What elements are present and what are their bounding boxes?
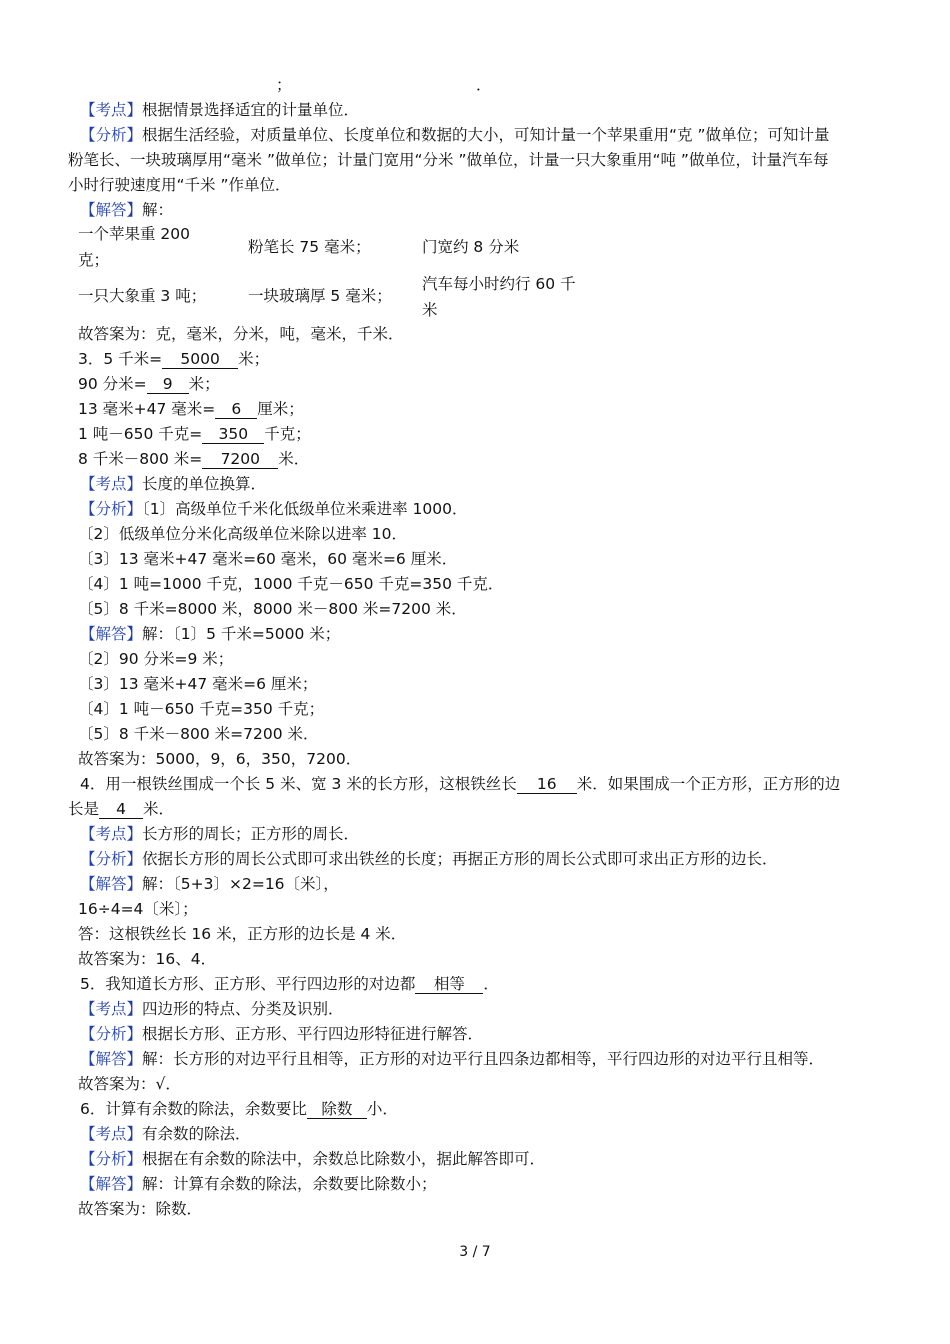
kaodian-line <box>80 99 359 121</box>
question-3-line-2: 90 分米= 9 米； <box>78 375 220 393</box>
answer-blank: 5000 <box>162 350 238 369</box>
jieda-line-2: 16÷4=4〔米〕； <box>78 900 198 918</box>
fenxi-text: 根据生活经验，对质量单位、长度单位和数据的大小，可知计量一个苹果重用“克 ”做单位；可知计量 <box>142 126 830 144</box>
fenxi-line-2: 〔2〕低级单位分米化高级单位米除以进率 10． <box>78 525 408 543</box>
fenxi-line: 【分析】根据长方形、正方形、平行四边形特征进行解答． <box>80 1025 484 1043</box>
kaodian-line: 【考点】长方形的周长；正方形的周长． <box>80 825 360 843</box>
kaodian-line: 【考点】有余数的除法． <box>80 1125 251 1143</box>
jieda-line-3: 答：这根铁丝长 16 米，正方形的边长是 4 米． <box>78 925 407 943</box>
table-cell: 粉笔长 75 毫米； <box>248 238 371 256</box>
jieda-line-4: 〔4〕1 吨－650 千克=350 千克； <box>78 700 325 718</box>
question-6-line-1: 6．计算有余数的除法，余数要比 除数 小． <box>80 1100 398 1118</box>
fenxi-line-5: 〔5〕8 千米=8000 米，8000 米－800 米=7200 米． <box>78 600 467 618</box>
jieda-line-5: 〔5〕8 千米－800 米=7200 米． <box>78 725 319 743</box>
jieda-text: 解： <box>142 201 174 219</box>
table-cell: 门宽约 8 分米 <box>422 238 520 256</box>
fenxi-line: 【分析】〔1〕高级单位千米化低级单位米乘进率 1000． <box>80 500 468 518</box>
table-cell: 汽车每小时约行 60 千 米 <box>422 275 576 319</box>
question-3-line-3: 13 毫米+47 毫米= 6 厘米； <box>78 400 304 418</box>
top-semicolon: ； <box>276 76 292 94</box>
page-number: 3 / 7 <box>459 1244 491 1260</box>
answer-blank: 9 <box>147 375 189 394</box>
question-4-line-1: 4．用一根铁丝围成一个长 5 米、宽 3 米的长方形，这根铁丝长 16 米．如果围成一个正方形，正方形的边 <box>80 775 841 793</box>
answer-blank: 4 <box>99 800 143 819</box>
question-3-line-5: 8 千米－800 米= 7200 米． <box>78 450 310 468</box>
question-3-line-1: 3．5 千米= 5000 米； <box>78 350 270 368</box>
jieda-line-2: 〔2〕90 分米=9 米； <box>78 650 234 668</box>
kaodian-line: 【考点】长度的单位换算． <box>80 475 267 493</box>
jieda-tag: 【解答】 <box>80 201 143 219</box>
fenxi-line-3: 〔3〕13 毫米+47 毫米=60 毫米，60 毫米=6 厘米． <box>78 550 458 568</box>
fenxi-tag: 【分析】 <box>80 126 143 144</box>
answer-line: 故答案为：除数． <box>78 1200 203 1218</box>
answer-blank: 350 <box>202 425 264 444</box>
answer-blank: 相等 <box>415 975 483 994</box>
jieda-line-3: 〔3〕13 毫米+47 毫米=6 厘米； <box>78 675 318 693</box>
table-cell: 一只大象重 3 吨； <box>78 287 207 305</box>
answer-line: 故答案为：√． <box>78 1075 181 1093</box>
fenxi-line: 【分析】依据长方形的周长公式即可求出铁丝的长度；再据正方形的周长公式即可求出正方形的边长． <box>80 850 778 868</box>
jieda-line: 【解答】解：〔5+3〕×2=16〔米〕， <box>80 875 339 893</box>
answer-blank: 7200 <box>202 450 278 469</box>
answer-line: 故答案为：16、4． <box>78 950 217 968</box>
jieda-line: 【解答】解：计算有余数的除法，余数要比除数小； <box>80 1175 437 1193</box>
kaodian-line: 【考点】四边形的特点、分类及识别． <box>80 1000 344 1018</box>
answer-blank: 16 <box>517 775 577 794</box>
question-3-line-4: 1 吨－650 千克= 350 千克； <box>78 425 311 443</box>
fenxi-line: 【分析】根据在有余数的除法中，余数总比除数小，据此解答即可． <box>80 1150 546 1168</box>
top-period: ． <box>476 76 492 94</box>
fenxi-line-2: 粉笔长、一块玻璃厚用“毫米 ”做单位；计量门宽用“分米 ”做单位，计量一只大象重用“吨 ”做单位，计量汽车每 <box>68 151 829 169</box>
table-cell: 一块玻璃厚 5 毫米； <box>248 287 392 305</box>
answer-blank: 除数 <box>307 1100 367 1119</box>
jieda-line: 【解答】解：长方形的对边平行且相等，正方形的对边平行且四条边都相等，平行四边形的对边平行且相等． <box>80 1050 825 1068</box>
answer-line: 故答案为：5000，9，6，350，7200． <box>78 750 362 768</box>
kaodian-text: 根据情景选择适宜的计量单位． <box>142 101 360 119</box>
jieda-line: 【解答】解：〔1〕5 千米=5000 米； <box>80 625 341 643</box>
question-5-line-1: 5．我知道长方形、正方形、平行四边形的对边都 相等 ． <box>80 975 499 993</box>
fenxi-line <box>80 124 830 146</box>
fenxi-line-3: 小时行驶速度用“千米 ”作单位． <box>68 176 291 194</box>
answer-line: 故答案为：克，毫米，分米，吨，毫米，千米． <box>78 325 404 343</box>
fenxi-line-4: 〔4〕1 吨=1000 千克，1000 千克－650 千克=350 千克． <box>78 575 504 593</box>
jieda-line <box>80 199 173 221</box>
question-4-line-2: 长是 4 米． <box>68 800 175 818</box>
answer-blank: 6 <box>215 400 257 419</box>
table-cell: 一个苹果重 200 克； <box>78 225 191 269</box>
kaodian-tag: 【考点】 <box>80 101 143 119</box>
